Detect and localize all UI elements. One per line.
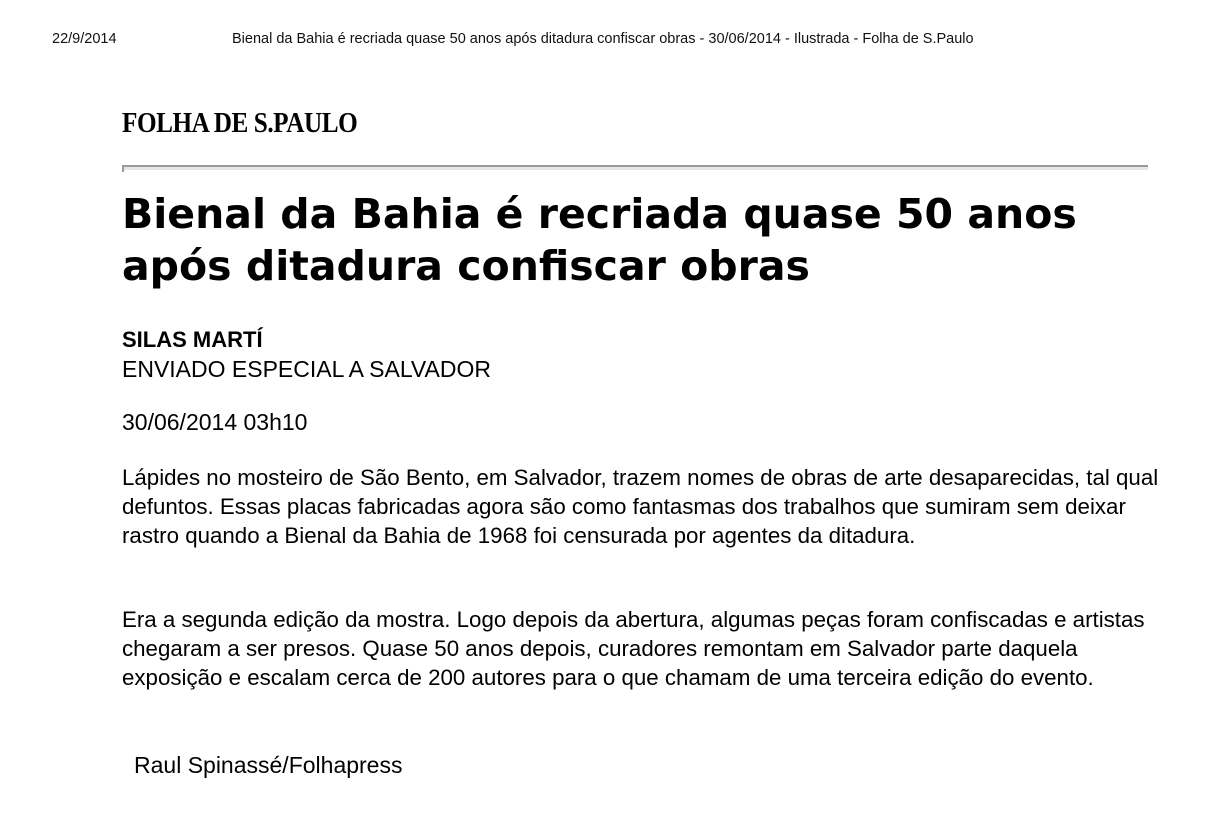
masthead-divider-tick <box>122 165 124 172</box>
article-paragraph: Lápides no mosteiro de São Bento, em Salvador, trazem nomes de obras de arte desaparecidas, tal qual defuntos. Essas placas fabricadas agora são como fantasmas dos trabalhos que sumiram sem deixar rastro quando a Bienal da Bahia de 1968 foi censurada por agentes da ditadura. <box>122 465 1159 548</box>
author-role: ENVIADO ESPECIAL A SALVADOR <box>122 356 491 382</box>
author-name: SILAS MARTÍ <box>122 327 263 352</box>
print-header <box>0 31 1205 51</box>
print-page-title: Bienal da Bahia é recriada quase 50 anos após ditadura confiscar obras - 30/06/2014 - Ilustrada - Folha de S.Paulo <box>232 31 974 47</box>
masthead-divider <box>122 165 1148 170</box>
publication-datetime: 30/06/2014 03h10 <box>122 409 308 435</box>
article-headline: Bienal da Bahia é recriada quase 50 anos após ditadura confiscar obras <box>122 190 1077 290</box>
article-paragraph: Era a segunda edição da mostra. Logo depois da abertura, algumas peças foram confiscadas e artistas chegaram a ser presos. Quase 50 anos depois, curadores remontam em Salvador parte daquela exposição e escalam cerca de 200 autores para o que chamam de uma terceira edição do evento. <box>122 607 1145 690</box>
photo-credit: Raul Spinassé/Folhapress <box>134 752 403 778</box>
print-date: 22/9/2014 <box>52 31 117 47</box>
newspaper-logo[interactable]: FOLHA DE S.PAULO <box>122 108 358 139</box>
